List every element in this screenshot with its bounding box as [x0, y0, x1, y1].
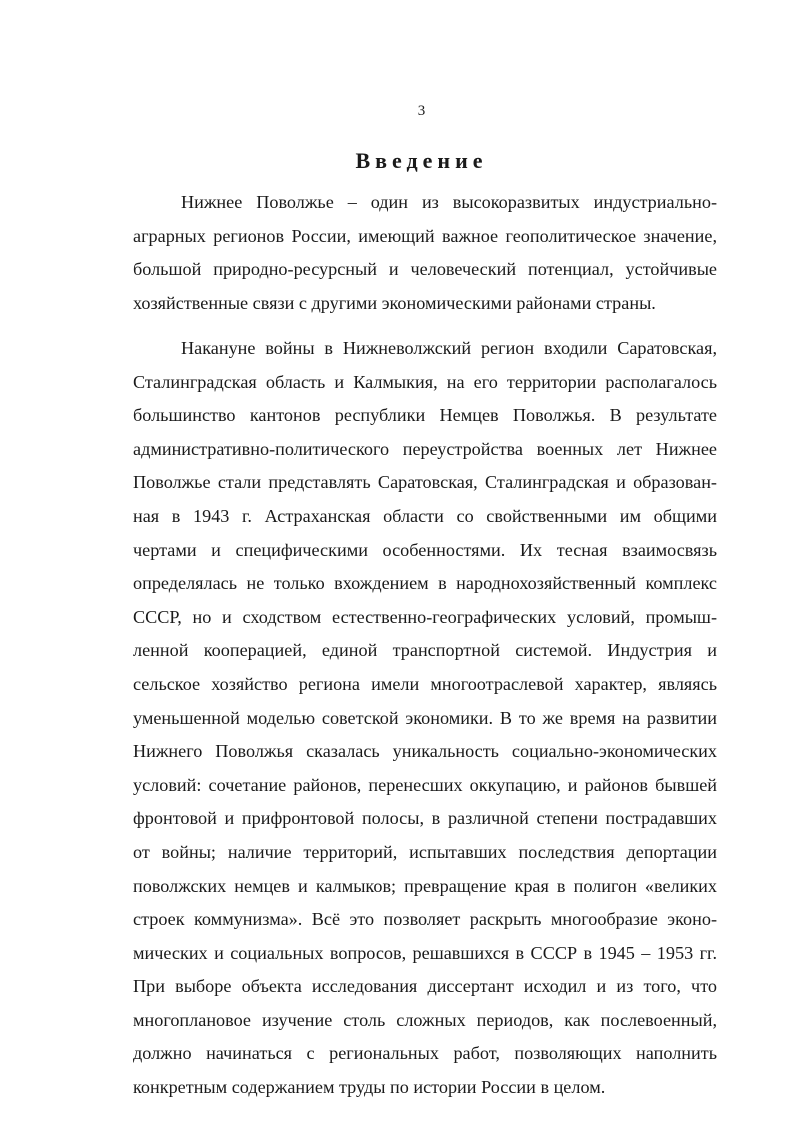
text-line: Накануне войны в Нижневолжский регион входили Саратовская,: [181, 338, 717, 358]
text-line: сельское хозяйство региона имели многоотраслевой характер, являясь: [133, 673, 717, 694]
text-line: административно-политического переустройства военных лет Нижнее: [133, 438, 717, 459]
text-line: строек коммунизма». Всё это позволяет раскрыть многообразие эконо-: [133, 909, 717, 930]
text-line: условий: сочетание районов, перенесших оккупацию, и районов бывшей: [133, 774, 717, 795]
text-line: Поволжье стали представлять Саратовская, Сталинградская и образован-: [133, 472, 717, 493]
text-line: ная в 1943 г. Астраханская области со свойственными им общими: [133, 505, 717, 526]
text-line: поволжских немцев и калмыков; превращение края в полигон «великих: [133, 875, 717, 896]
paragraph-intro: [133, 186, 717, 320]
text-line: При выборе объекта исследования диссертант исходил и из того, что: [133, 976, 717, 997]
text-line: хозяйственные связи с другими экономическими районами страны.: [133, 292, 656, 313]
text-line: определялась не только вхождением в народнохозяйственный комплекс: [133, 573, 717, 594]
text-line: Нижнего Поволжья сказалась уникальность социально-экономических: [133, 741, 717, 762]
text-line: чертами и специфическими особенностями. Их тесная взаимосвязь: [133, 539, 717, 560]
text-line: уменьшенной моделью советской экономики. В то же время на развитии: [133, 707, 717, 728]
text-line: от войны; наличие территорий, испытавших последствия депортации: [133, 841, 717, 862]
text-line: многоплановое изучение столь сложных периодов, как послевоенный,: [133, 1009, 717, 1030]
text-line: фронтовой и прифронтовой полосы, в различной степени пострадавших: [133, 808, 717, 829]
text-line: должно начинаться с региональных работ, позволяющих наполнить: [133, 1043, 717, 1064]
text-line: Сталинградская область и Калмыкия, на его территории располагалось: [133, 371, 717, 392]
text-line: конкретным содержанием труды по истории России в целом.: [133, 1077, 606, 1098]
paragraph-body: [133, 332, 717, 1105]
section-heading: Введение: [355, 148, 488, 173]
text-line: большой природно-ресурсный и человеческий потенциал, устойчивые: [133, 259, 717, 280]
text-line: ленной кооперацией, единой транспортной системой. Индустрия и: [133, 640, 717, 661]
text-line: мических и социальных вопросов, решавшихся в СССР в 1945 – 1953 гг.: [133, 942, 717, 963]
text-line: большинство кантонов республики Немцев Поволжья. В результате: [133, 405, 717, 426]
text-line: аграрных регионов России, имеющий важное геополитическое значение,: [133, 225, 717, 246]
text-line: Нижнее Поволжье – один из высокоразвитых индустриально-: [181, 192, 717, 212]
text-line: СССР, но и сходством естественно-географических условий, промыш-: [133, 606, 717, 627]
page-number: 3: [417, 103, 426, 119]
